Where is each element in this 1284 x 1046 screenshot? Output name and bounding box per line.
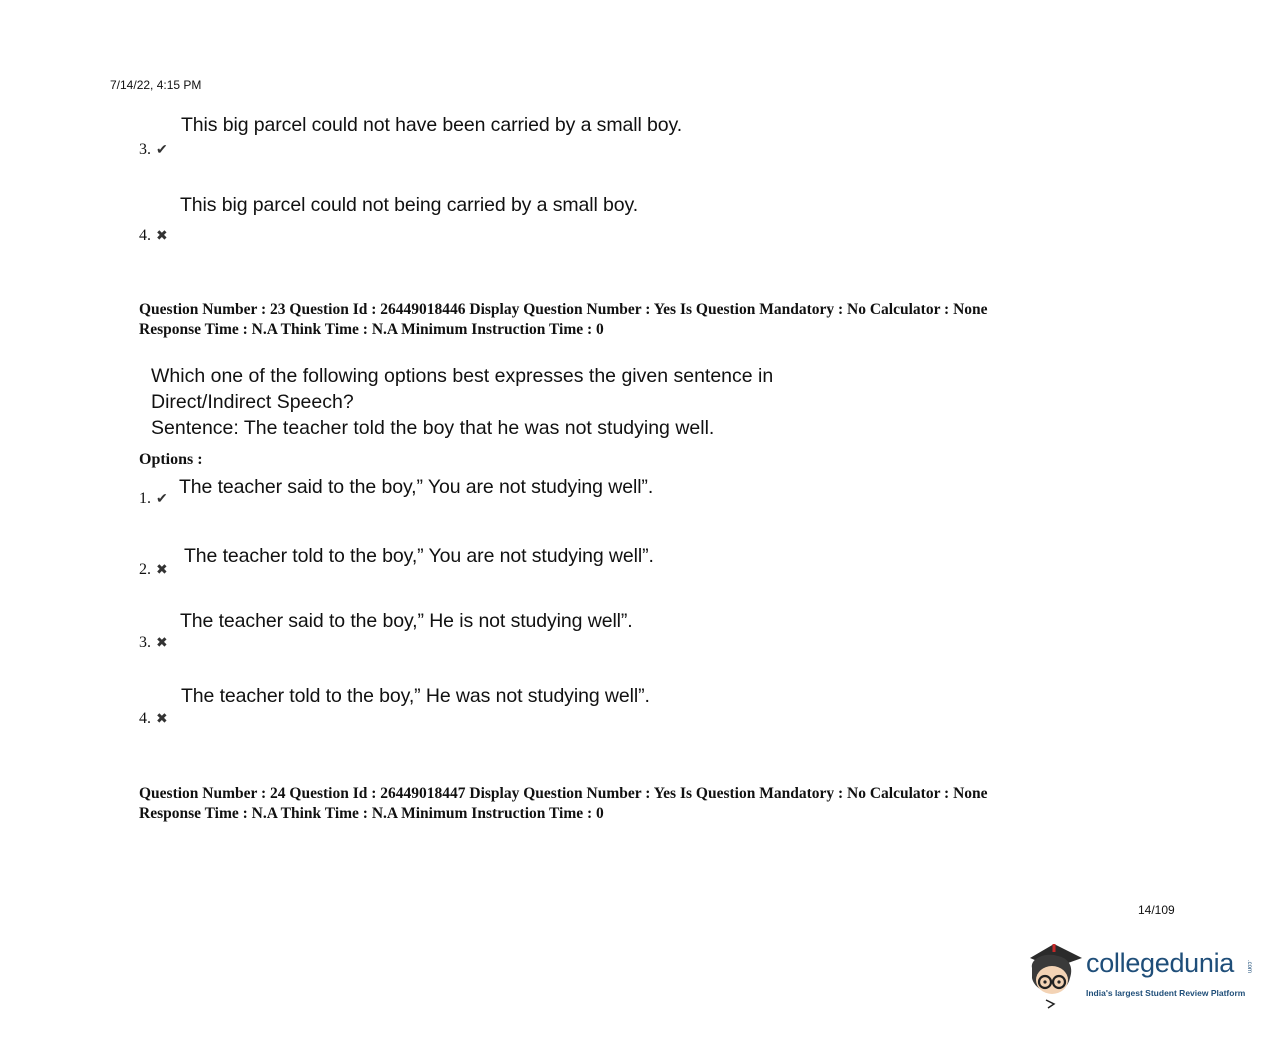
cross-icon: ✖ <box>156 712 168 727</box>
question-text-line-1: Which one of the following options best expresses the given sentence in <box>151 365 774 387</box>
meta-line-2: Response Time : N.A Think Time : N.A Minimum Instruction Time : 0 <box>139 320 604 338</box>
collegedunia-logo <box>1024 938 1256 1010</box>
mascot-icon <box>1024 938 1086 1010</box>
cross-icon: ✖ <box>156 563 168 578</box>
option-number: 1. <box>139 490 151 507</box>
prev-option-4-text: This big parcel could not being carried by a small boy. <box>180 194 639 216</box>
prev-option-3-number <box>139 141 168 159</box>
q23-option-1-text: The teacher said to the boy,” You are not studying well”. <box>179 476 654 498</box>
page-number: 14/109 <box>1138 903 1175 917</box>
option-number: 3. <box>139 634 151 651</box>
check-icon: ✔ <box>156 492 168 507</box>
q23-option-4-text: The teacher told to the boy,” He was not studying well”. <box>181 685 650 707</box>
q23-option-2-text: The teacher told to the boy,” You are not studying well”. <box>184 545 654 567</box>
prev-option-3-text: This big parcel could not have been carried by a small boy. <box>181 114 683 136</box>
meta-line-1: Question Number : 24 Question Id : 26449018447 Display Question Number : Yes Is Question Mandatory : No Calculator : None <box>139 785 988 802</box>
logo-com: .com <box>1246 960 1252 974</box>
cross-icon: ✖ <box>156 229 168 244</box>
cross-icon: ✖ <box>156 636 168 651</box>
q23-option-3-text: The teacher said to the boy,” He is not studying well”. <box>180 610 633 632</box>
question-text-line-3: Sentence: The teacher told the boy that he was not studying well. <box>151 417 715 439</box>
logo-tagline: India's largest Student Review Platform <box>1086 988 1246 998</box>
option-number: 4. <box>139 710 151 727</box>
question-24-meta <box>139 784 988 823</box>
option-number: 3. <box>139 141 151 158</box>
meta-line-1: Question Number : 23 Question Id : 26449018446 Display Question Number : Yes Is Question Mandatory : No Calculator : None <box>139 301 988 318</box>
check-icon: ✔ <box>156 143 168 158</box>
options-label: Options : <box>139 451 203 468</box>
question-23-text <box>151 363 773 441</box>
q23-option-3-number <box>139 634 168 652</box>
option-number: 2. <box>139 561 151 578</box>
print-timestamp: 7/14/22, 4:15 PM <box>110 78 202 92</box>
q23-option-4-number <box>139 710 168 728</box>
q23-option-2-number <box>139 561 168 579</box>
q23-option-1-number <box>139 490 168 508</box>
logo-wordmark: collegedunia <box>1086 948 1235 978</box>
question-23-meta <box>139 300 988 339</box>
meta-line-2: Response Time : N.A Think Time : N.A Minimum Instruction Time : 0 <box>139 804 604 822</box>
prev-option-4-number <box>139 227 168 245</box>
question-text-line-2: Direct/Indirect Speech? <box>151 391 354 413</box>
option-number: 4. <box>139 227 151 244</box>
